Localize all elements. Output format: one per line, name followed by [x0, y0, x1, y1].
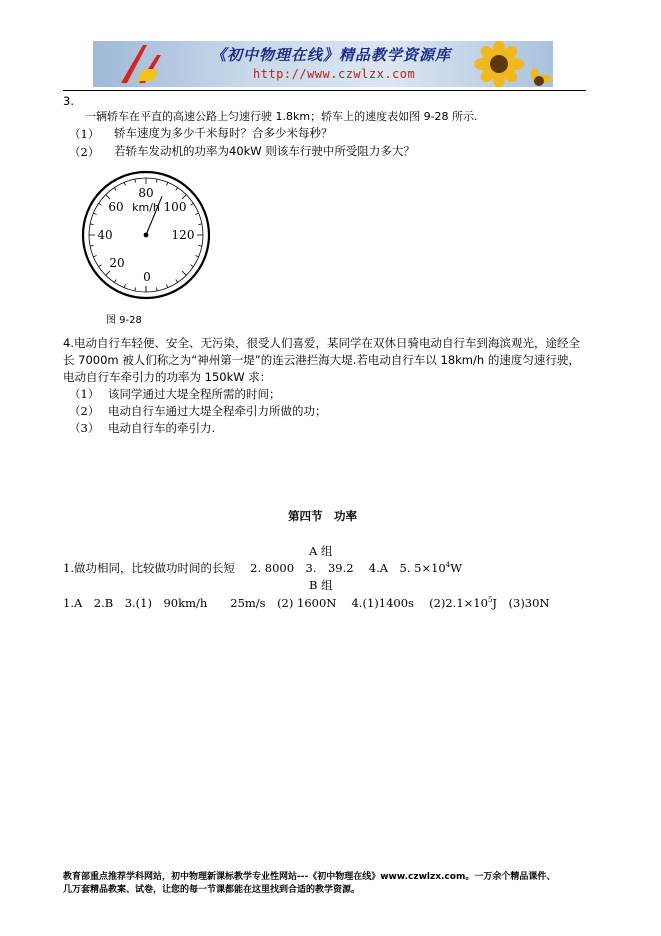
header-banner [93, 41, 553, 87]
group-b-heading: B 组 [309, 578, 333, 592]
gauge-tick [135, 287, 136, 290]
group-a-answers [63, 560, 462, 576]
footer-line2: 几万套精品教案、试卷，让您的每一节课都能在这里找到合适的教学资源。 [63, 885, 361, 895]
group-a-exponent: 4 [445, 561, 451, 570]
section-title: 第四节 功率 [288, 509, 357, 523]
q4-item1-num: （1） [69, 387, 100, 401]
q3-item2-text: 若轿车发动机的功率为40kW 则该车行驶中所受阻力多大？ [114, 144, 415, 158]
gauge-tick [99, 265, 102, 267]
group-b-tail: J (3)30N [492, 596, 550, 610]
gauge-tick [166, 182, 167, 185]
gauge-tick [124, 182, 125, 185]
group-b-exponent: 5 [487, 596, 493, 605]
q3-stem: 一辆轿车在平直的高速公路上匀速行驶 1.8km；轿车上的速度表如图 9-28 所示. [85, 110, 478, 123]
speedometer-figure [76, 169, 216, 329]
header-rule [63, 90, 586, 91]
q3-number: 3. [63, 94, 74, 108]
group-a-answers-main: 1.做功相同，比较做功时间的长短 2. 8000 3. 39.2 4.A 5. 5×10 [63, 561, 446, 575]
gauge-tick [190, 203, 193, 205]
gauge-tick [93, 213, 96, 214]
gauge-tick [156, 287, 157, 290]
gauge-tick [106, 271, 110, 275]
q4-item2-text: 电动自行车通过大堤全程牵引力所做的功； [108, 404, 327, 418]
gauge-tick [166, 284, 167, 287]
gauge-tick [182, 271, 186, 275]
gauge-tick [176, 279, 178, 282]
gauge-tick [156, 179, 157, 182]
banner-url[interactable]: http://www.czwlzx.com [253, 67, 416, 81]
q3-item1-text: 轿车速度为多少千米每时？合多少米每秒？ [114, 126, 333, 140]
footer-line1: 教育部重点推荐学科网站，初中物理新课标教学专业性网站---《初中物理在线》www.czwlzx.com。一万余个精品课件、 [63, 872, 556, 882]
q4-item2-num: （2） [69, 404, 100, 418]
gauge-tick [198, 224, 201, 225]
gauge-tick [106, 195, 110, 199]
tick-label-100: 100 [163, 200, 187, 214]
tick-label-80: 80 [138, 186, 154, 200]
gauge-tick [190, 265, 193, 267]
gauge-tick [195, 255, 198, 256]
gauge-tick [114, 188, 116, 191]
gauge-tick [99, 203, 102, 205]
gauge-tick [176, 188, 178, 191]
tick-label-60: 60 [108, 200, 124, 214]
q3-item2-num: （2） [69, 145, 100, 159]
sunflower-icon [461, 41, 551, 87]
gauge-tick [195, 213, 198, 214]
q4-line2: 长 7000m 被人们称之为“神州第一堤”的连云港拦海大堤.若电动自行车以 18km/h 的速度匀速行驶， [63, 353, 580, 367]
speedometer-pivot [144, 233, 149, 238]
tick-label-0: 0 [143, 270, 151, 284]
gauge-tick [124, 284, 125, 287]
q4-item3-num: （3） [69, 421, 100, 435]
group-a-unit: W [450, 561, 463, 575]
tick-label-40: 40 [97, 228, 113, 242]
tick-label-120: 120 [171, 228, 195, 242]
banner-title: 《初中物理在线》精品教学资源库 [211, 46, 452, 64]
gauge-tick [198, 245, 201, 246]
tick-label-20: 20 [109, 256, 125, 270]
q4-item3-text: 电动自行车的牵引力. [108, 421, 216, 435]
gauge-tick [114, 279, 116, 282]
gauge-tick [93, 255, 96, 256]
q4-line1: 4.电动自行车轻便、安全、无污染，很受人们喜爱，某同学在双休日骑电动自行车到海滨观光，途经全 [63, 336, 580, 350]
gauge-tick [90, 224, 93, 225]
gauge-tick [182, 195, 186, 199]
gauge-tick [135, 179, 136, 182]
logo-icon [113, 41, 173, 87]
q4-item1-text: 该同学通过大堤全程所需的时间； [108, 387, 281, 401]
q3-item1-num: （1） [69, 127, 100, 141]
speedometer-unit: km/h [132, 201, 160, 214]
gauge-tick [90, 245, 93, 246]
figure-caption: 图 9-28 [106, 315, 142, 326]
group-a-heading: A 组 [309, 544, 333, 558]
group-b-answers [63, 595, 550, 611]
group-b-answers-main: 1.A 2.B 3.(1) 90km/h 25m/s (2) 1600N 4.(1)1400s (2)2.1×10 [63, 596, 488, 610]
q4-line3: 电动自行车牵引力的功率为 150kW 求： [63, 370, 272, 384]
